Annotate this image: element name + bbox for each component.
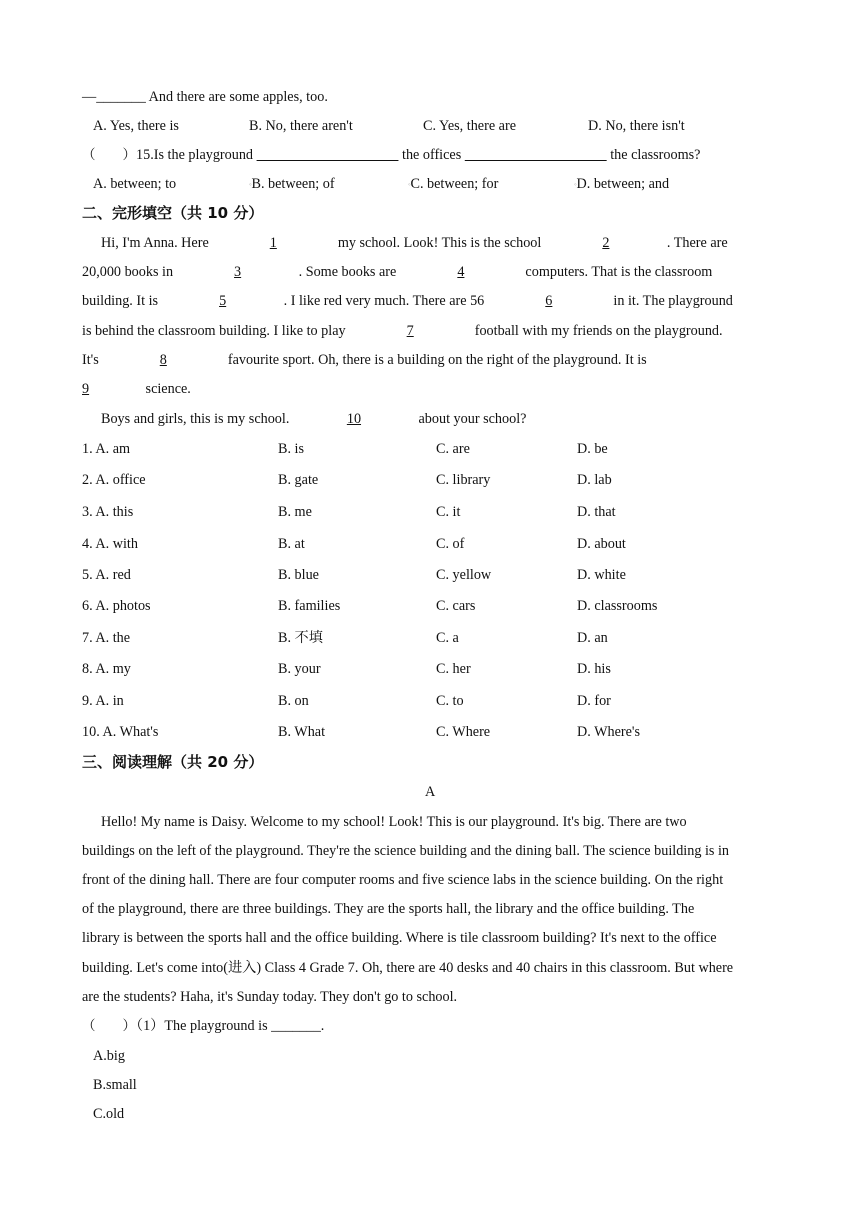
cloze-text: . I like red very much. There are 56 <box>283 293 488 309</box>
q14-option-a: A. Yes, there is <box>93 118 179 134</box>
choice-1-d: D. be <box>577 441 608 457</box>
choice-4-d: D. about <box>577 536 626 552</box>
choice-10-c: C. Where <box>436 724 491 740</box>
choice-4-c: C. of <box>436 536 465 552</box>
q15-answer-paren: （ ） <box>82 147 136 163</box>
cloze-blank-3: 3 <box>234 264 242 280</box>
passage-line-7: are the students? Haha, it's Sunday today. They don't go to school. <box>82 989 458 1005</box>
section3-heading: 三、阅读理解（共 20 分） <box>82 753 264 771</box>
choice-9-b: B. on <box>278 693 309 709</box>
q14-option-c: C. Yes, there are <box>423 118 516 134</box>
cloze-line-7 <box>101 410 526 428</box>
cloze-text: football with my friends on the playground. <box>471 323 723 339</box>
choice-2-c: C. library <box>436 472 491 488</box>
choice-10-b: B. What <box>278 724 326 740</box>
q15-blank-1 <box>257 147 399 163</box>
choice-7-d: D. an <box>577 630 608 646</box>
choice-3-d: D. that <box>577 504 616 520</box>
cloze-line-4 <box>82 322 723 340</box>
choice-2-a: 2. A. office <box>82 472 146 488</box>
cloze-text: . Some books are <box>298 264 400 280</box>
choice-3-c: C. it <box>436 504 461 520</box>
passage-line-1: Hello! My name is Daisy. Welcome to my school! Look! This is our playground. It's big. There are two <box>101 814 687 830</box>
q15-suffix: the classrooms? <box>606 147 701 163</box>
choice-5-c: C. yellow <box>436 567 492 583</box>
cloze-text: is behind the classroom building. I like to play <box>82 323 350 339</box>
passage-line-5: library is between the sports hall and the office building. Where is tile classroom building? It's next to the office <box>82 930 717 946</box>
choice-8-d: D. his <box>577 661 611 677</box>
reading-q1-text: （1）The playground is _______. <box>136 1018 325 1034</box>
reading-q1-option-a: A.big <box>93 1048 125 1064</box>
cloze-text: my school. Look! This is the school <box>334 235 545 251</box>
q15-option-c-label: C. between; for <box>410 176 499 192</box>
cloze-text: Hi, I'm Anna. Here <box>101 235 213 251</box>
q14-option-b: B. No, there aren't <box>249 118 353 134</box>
choice-7-b: B. 不填 <box>278 630 323 646</box>
choice-9-d: D. for <box>577 693 611 709</box>
passage-line-6: building. Let's come into(进入) Class 4 Grade 7. Oh, there are 40 desks and 40 chairs in this classroom. But where <box>82 960 734 976</box>
q15-option-d-label: D. between; and <box>576 176 670 192</box>
cloze-line-6 <box>82 380 191 398</box>
cloze-blank-6: 6 <box>545 293 553 309</box>
passage-line-3: front of the dining hall. There are four computer rooms and five science labs in the science building. On the right <box>82 872 724 888</box>
cloze-line-5 <box>82 351 710 369</box>
cloze-text: computers. That is the classroom <box>521 264 713 280</box>
choice-6-c: C. cars <box>436 598 476 614</box>
reading-q1-option-c: C.old <box>93 1106 125 1122</box>
cloze-text: . There are <box>666 235 728 251</box>
choice-6-a: 6. A. photos <box>82 598 151 614</box>
choice-1-c: C. are <box>436 441 470 457</box>
choice-1-b: B. is <box>278 441 305 457</box>
cloze-blank-8: 8 <box>159 352 167 368</box>
passage-line-4: of the playground, there are three buildings. They are the sports hall, the library and the office building. The <box>82 901 695 917</box>
choice-6-b: B. families <box>278 598 341 614</box>
cloze-text: building. It is <box>82 293 162 309</box>
choice-7-a: 7. A. the <box>82 630 131 646</box>
choice-6-d: D. classrooms <box>577 598 658 614</box>
cloze-blank-4: 4 <box>457 264 465 280</box>
choice-1-a: 1. A. am <box>82 441 131 457</box>
q15-option-b: ◦B. between; of <box>249 176 335 192</box>
cloze-blank-9: 9 <box>82 381 90 397</box>
choice-9-a: 9. A. in <box>82 693 124 709</box>
cloze-blank-5: 5 <box>219 293 227 309</box>
cloze-line-1 <box>101 234 728 252</box>
choice-4-b: B. at <box>278 536 305 552</box>
choice-3-b: B. me <box>278 504 312 520</box>
choice-10-a: 10. A. What's <box>82 724 159 740</box>
cloze-text: in it. The playground <box>609 293 733 309</box>
choice-9-c: C. to <box>436 693 464 709</box>
cloze-text: It's <box>82 352 103 368</box>
reading-q1-answer-paren: （ ） <box>82 1018 136 1034</box>
cloze-line-2 <box>82 263 712 281</box>
q14-text-line: —_______ And there are some apples, too. <box>82 89 328 105</box>
cloze-blank-7: 7 <box>406 323 414 339</box>
choice-2-b: B. gate <box>278 472 319 488</box>
q15-blank-2 <box>465 147 607 163</box>
choice-5-b: B. blue <box>278 567 319 583</box>
q15-middle: the offices <box>398 147 465 163</box>
choice-10-d: D. Where's <box>577 724 640 740</box>
choice-8-a: 8. A. my <box>82 661 131 677</box>
choice-3-a: 3. A. this <box>82 504 134 520</box>
cloze-blank-2: 2 <box>602 235 610 251</box>
cloze-text: 20,000 books in <box>82 264 177 280</box>
passage-label: A <box>425 784 436 800</box>
q15-option-b-label: B. between; of <box>251 176 335 192</box>
reading-q1-stem <box>82 1017 324 1035</box>
cloze-line-3 <box>82 292 733 310</box>
choice-7-c: C. a <box>436 630 459 646</box>
cloze-blank-10: 10 <box>346 411 362 427</box>
q15-stem <box>82 146 700 164</box>
cloze-text: favourite sport. Oh, there is a building on the right of the playground. It is <box>224 352 651 368</box>
q15-option-d: ◦D. between; and <box>574 176 670 192</box>
choice-5-d: D. white <box>577 567 626 583</box>
q14-option-d: D. No, there isn't <box>588 118 685 134</box>
cloze-text: Boys and girls, this is my school. <box>101 411 293 427</box>
passage-line-2: buildings on the left of the playground. They're the science building and the dining ball. The science building is in <box>82 843 730 859</box>
choice-4-a: 4. A. with <box>82 536 138 552</box>
choice-8-b: B. your <box>278 661 321 677</box>
section2-heading: 二、完形填空（共 10 分） <box>82 204 264 222</box>
q15-prefix: 15.Is the playground <box>136 147 257 163</box>
cloze-blank-1: 1 <box>269 235 277 251</box>
cloze-text: science. <box>142 381 191 397</box>
choice-8-c: C. her <box>436 661 471 677</box>
q15-option-a: A. between; to <box>93 176 177 192</box>
choice-5-a: 5. A. red <box>82 567 131 583</box>
reading-q1-option-b: B.small <box>93 1077 137 1093</box>
q15-option-c: ◦C. between; for <box>408 176 499 192</box>
choice-2-d: D. lab <box>577 472 612 488</box>
cloze-text: about your school? <box>414 411 527 427</box>
